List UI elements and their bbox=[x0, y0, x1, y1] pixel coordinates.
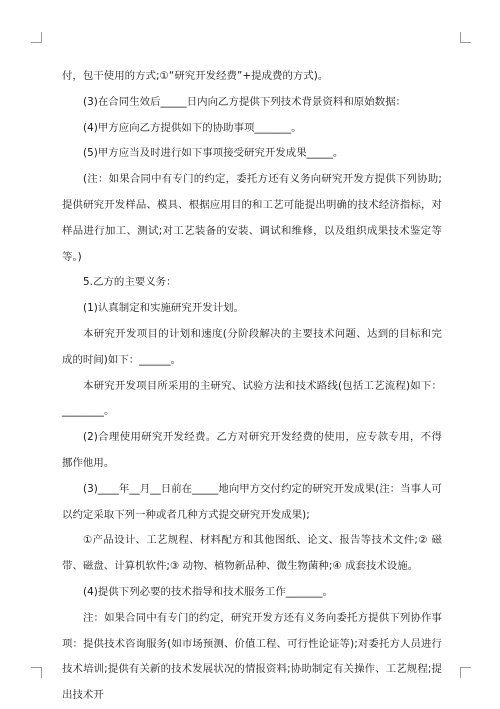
paragraph-continuation: 付，包干使用的方式;①“研究开发经费”+提成费的方式)。 bbox=[62, 70, 329, 82]
crop-mark-top-left bbox=[31, 32, 42, 43]
paragraph-note-client-assistance: (注：如果合同中有专门的约定，委托方还有义务向研究开发方提供下列协助;提供研究开发样品、模具、根据应用目的和工艺可能提出明确的技术经济指标，对样品进行加工、测试;对工艺装备的安装、调试和维修，以及组织成果技术鉴定等等。) bbox=[62, 173, 442, 263]
paragraph-note-developer-cooperation: 注：如果合同中有专门的约定，研究开发方还有义务向委托方提供下列协作事项：提供技术咨询服务(如市场预测、价值工程、可行性论证等);对委托方人员进行技术培训;提供有关新的技术发展状况的情报资料;协助制定有关操作、工艺规程;提出技术开 bbox=[62, 611, 442, 702]
paragraph-b-clause-2: (2)合理使用研究开发经费。乙方对研究开发经费的使用，应专款专用，不得挪作他用。 bbox=[62, 431, 442, 469]
paragraph-deliverable-forms: ①产品设计、工艺规程、材料配方和其他图纸、论文、报告等技术文件;② 磁带、磁盘、计算机软件;③ 动物、植物新品种、微生物菌种;④ 成套技术设施。 bbox=[62, 534, 442, 573]
paragraph-methods-route: 本研究开发项目所采用的主研究、试验方法和技术路线(包括工艺流程)如下：________。 bbox=[62, 379, 442, 418]
paragraph-b-clause-1: (1)认真制定和实施研究开发计划。 bbox=[83, 302, 245, 315]
paragraph-clause-4: (4)甲方应向乙方提供如下的协助事项_______。 bbox=[83, 121, 302, 134]
paragraph-clause-3: (3)在合同生效后_____日内向乙方提供下列技术背景资料和原始数据： bbox=[83, 95, 406, 108]
document-body bbox=[62, 64, 442, 709]
crop-mark-bottom-right bbox=[460, 667, 471, 678]
crop-mark-bottom-left bbox=[31, 667, 42, 678]
paragraph-b-clause-4: (4)提供下列必要的技术指导和技术服务工作_______。 bbox=[83, 585, 333, 598]
crop-mark-top-right bbox=[460, 32, 471, 43]
section-heading-party-b-obligations: 5.乙方的主要义务： bbox=[83, 276, 177, 289]
paragraph-plan-schedule: 本研究开发项目的计划和速度(分阶段解决的主要技术问题、达到的目标和完成的时间)如下：______。 bbox=[62, 327, 442, 366]
paragraph-clause-5: (5)甲方应当及时进行如下事项接受研究开发成果_____。 bbox=[83, 147, 344, 160]
paragraph-b-clause-3: (3)____年__月__日前在_____地向甲方交付约定的研究开发成果(注：当事人可以约定采取下列一种或者几种方式提交研究开发成果); bbox=[62, 482, 442, 521]
